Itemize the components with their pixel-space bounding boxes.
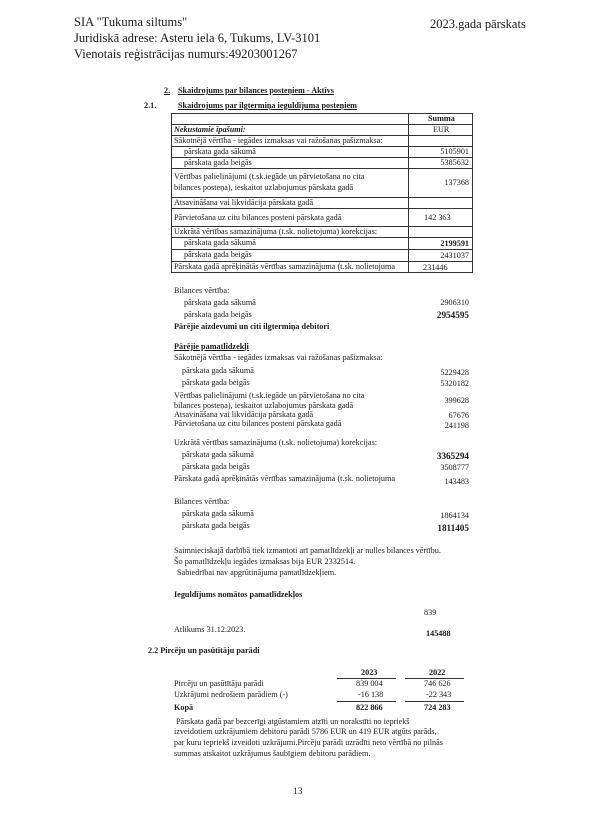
other-fixed-assets-heading: Pārējie pamatlīdzekļi [174,342,249,351]
t2-dep-end-label: pārskata gada beigās [182,462,250,471]
section-2-2-title: 2.2 Pircēju un pasūtītāju parādi [148,646,260,655]
t2-dep-year-label: Pārskata gadā aprēķinātās vērtības samazinājuma (t.sk. nolietojuma [174,474,395,483]
increase-value: 137368 [444,178,469,187]
dep-start-label: pārskata gada sākumā [184,238,256,247]
t2-increase-label-line1: Vērtības palielinājumi (t.sk.iegāde un pārvietošana no cita [174,391,365,400]
cost-end-value: 5385632 [440,158,469,167]
table-rule [171,168,473,169]
receivables-note-line2: izveidotiem uzkrājumiem debitoru parādi 5786 EUR un 419 EUR atgūts parāds, [174,727,437,736]
t2-dep-start-value: 3365294 [436,451,469,461]
t2-disposal-label: Atsavināšana vai likvidācija pārskata gadā [174,410,314,419]
t2-balance-end-value: 1811405 [437,523,469,533]
cost-end-label: pārskata gada beigās [184,158,252,167]
balance-date-value: 145488 [426,629,451,638]
balance-date-label: Atlikums 31.12.2023. [174,625,246,634]
provisions-2022: -22 343 [426,690,452,699]
balance-end-label: pārskata gada beigās [184,310,252,319]
table-rule [405,701,464,702]
company-name: SIA "Tukuma siltums" [74,15,188,29]
receivables-2023: 839 004 [356,679,383,688]
balance-start-label: pārskata gada sākumā [184,298,256,307]
column-2023: 2023 [361,668,378,677]
receivables-note-line3: par kuru iepriekš izveidoti uzkrājumi.Pircēju parādi uzrādīti neto vērtībā no pilnās [174,738,443,747]
balance-label: Bilances vērtība: [174,286,230,295]
section-2-number: 2. [164,86,171,95]
receivables-note-line1: Pārskata gadā par bezcerīgi atgūstamiem atzīti un norakstīti no iepriekš [176,717,410,726]
company-address: Juridiskā adrese: Asteru iela 6, Tukums, LV-3101 [74,31,321,45]
t2-dep-start-label: pārskata gada sākumā [182,450,254,459]
t2-cost-end-label: pārskata gada beigās [182,378,250,387]
increase-label-line2: bilances posteņa), ieskaitot uzlabojumus pārskata gadā [174,183,354,192]
total-2023: 822 866 [356,703,383,712]
transfer-label: Pārvietošana uz citu bilances posteni pārskata gadā [174,213,342,222]
note-zero-value-assets: Saimnieciskajā darbībā tiek izmantoti arī pamatlīdzekļi ar nulles bilances vērtību. [174,546,441,555]
section-2-title: Skaidrojums par bilances posteņiem - Aktīvs [178,86,334,95]
total-2022: 724 283 [424,703,451,712]
t2-disposal-value: 67676 [448,411,469,420]
t2-cost-end-value: 5320182 [440,379,469,388]
receivables-2022: 746 626 [424,679,451,688]
section-2-1-title: Skaidrojums par ilgtermiņa ieguldījuma posteņiem [178,101,357,110]
t2-transfer-label: Pārvietošana uz citu bilances posteni pārskata gadā [174,419,342,428]
note-acquisition-cost: Šo pamatlīdzekļu iegādes izmaksas bija EUR 2332514. [174,557,356,566]
provisions-label: Uzkrājumi nedrošiem parādiem (-) [174,690,288,699]
cost-start-label: pārskata gada sākumā [184,147,256,156]
increase-label-line1: Vērtības palielinājumi (t.sk.iegāde un pārvietošana no cita [174,172,365,181]
t2-balance-start-value: 1864134 [440,511,469,520]
t2-increase-value: 399628 [444,396,469,405]
cost-label: Sākotnējā vērtība - iegādes izmaksas vai ražošanas pašizmaksa: [174,136,383,145]
page-number: 13 [293,787,303,797]
t2-balance-start-label: pārskata gada sākumā [182,509,254,518]
total-label: Kopā [174,703,194,712]
depreciation-label: Uzkrātā vērtības samazinājuma (t.sk. nolietojuma) korekcijas: [174,227,378,236]
note-no-encumbrance: Sabiedrībai nav apgrūtinājuma pamatlīdzekļiem. [177,568,337,577]
leased-assets-title: Ieguldījums nomātos pamatlīdzekļos [174,590,303,599]
table-rule [337,701,396,702]
table-rule [171,208,473,209]
t2-balance-label: Bilances vērtība: [174,497,230,506]
t2-dep-end-value: 3508777 [440,463,469,472]
cost-start-value: 5105901 [440,147,469,156]
dep-end-value: 2431037 [440,251,469,260]
transfer-value: 142 363 [424,213,451,222]
receivables-label: Pircēju un pasūtītāju parādi [174,679,264,688]
real-estate-heading: Nekustamie īpašumi: [174,125,246,134]
dep-start-value: 2199591 [440,239,469,248]
t2-balance-end-label: pārskata gada beigās [182,521,250,530]
t2-dep-year-value: 143483 [444,477,469,486]
t2-increase-label-line2: bilances posteņa), ieskaitot uzlabojumus pārskata gadā [174,401,354,410]
receivables-note-line4: summas atskaitot uzkrājumus šaubīgiem debitoru parādiem. [174,749,371,758]
report-title: 2023.gada pārskats [430,17,526,31]
dep-end-label: pārskata gada beigās [184,250,252,259]
column-header-summa: Summa [428,114,455,123]
column-header-eur: EUR [433,125,450,134]
registration-number: Vienotais reģistrācijas numurs:49203001267 [74,47,298,61]
section-2-1-number: 2.1. [144,101,157,110]
balance-end-value: 2954595 [436,310,469,320]
disposal-label: Atsavināšana vai likvidācija pārskata gadā [174,198,314,207]
other-loans-label: Pārējie aizdevumi un citi ilgtermiņa debitori [174,322,330,331]
t2-cost-start-label: pārskata gada sākumā [182,366,254,375]
t2-cost-start-value: 5229428 [440,368,469,377]
column-2022: 2022 [429,668,446,677]
t2-transfer-value: 241198 [444,421,469,430]
provisions-2023: -16 138 [358,690,384,699]
t2-depreciation-label: Uzkrātā vērtības samazinājuma (t.sk. nolietojuma) korekcijas: [174,438,378,447]
t2-cost-label: Sākotnējā vērtība - iegādes izmaksas vai ražošanas pašizmaksa: [174,353,383,362]
leased-assets-value: 839 [424,608,437,617]
dep-year-value: 231446 [423,263,448,272]
balance-start-value: 2906310 [440,298,469,307]
dep-year-label: Pārskata gadā aprēķinātās vērtības samazinājuma (t.sk. nolietojuma [174,262,395,271]
